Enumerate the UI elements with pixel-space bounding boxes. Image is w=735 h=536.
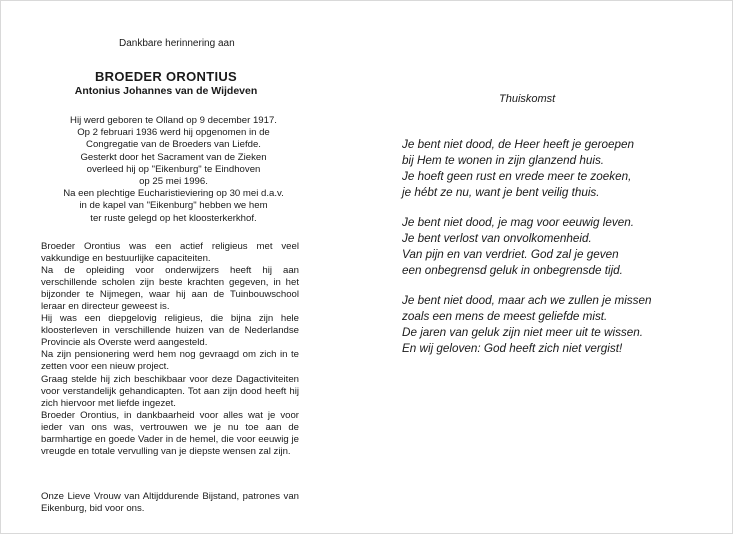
intro-text: Dankbare herinnering aan bbox=[119, 38, 235, 49]
poem-line: De jaren van geluk zijn niet meer uit te wissen. bbox=[402, 325, 644, 339]
left-page bbox=[1, 1, 356, 533]
poem-stanza bbox=[402, 293, 651, 357]
bio-line: Congregatie van de Broeders van Liefde. bbox=[86, 139, 261, 151]
biography-block bbox=[1, 115, 346, 225]
bio-line: ter ruste gelegd op het kloosterkerkhof. bbox=[90, 212, 257, 224]
bio-line: Hij werd geboren te Olland op 9 december 1917. bbox=[70, 115, 277, 126]
closing-prayer: Onze Lieve Vrouw van Altijddurende Bijstand, patrones van Eikenburg, bid voor ons. bbox=[41, 491, 299, 515]
poem-line: je hébt ze nu, want je bent veilig thuis. bbox=[402, 185, 600, 199]
poem-line: Je hoeft geen rust en vrede meer te zoeken, bbox=[402, 169, 632, 183]
bio-line: Op 2 februari 1936 werd hij opgenomen in de bbox=[77, 127, 270, 139]
poem-stanza bbox=[402, 215, 634, 279]
poem-line: Van pijn en van verdriet. God zal je geven bbox=[402, 247, 619, 261]
poem-line: Je bent verlost van onvolkomenheid. bbox=[402, 231, 592, 245]
poem-title: Thuiskomst bbox=[499, 93, 556, 105]
memorial-text bbox=[41, 241, 299, 458]
paragraph: Graag stelde hij zich beschikbaar voor deze Dagactiviteiten voor verstandelijk gehandicapten. Tot aan zijn dood heeft hij zich hiervoor met liefde ingezet. bbox=[41, 373, 299, 409]
bio-line: Na een plechtige Eucharistieviering op 30 mei d.a.v. bbox=[63, 188, 284, 200]
poem-line: bij Hem te wonen in zijn glanzend huis. bbox=[402, 153, 605, 167]
bio-line: op 25 mei 1996. bbox=[139, 176, 208, 188]
poem-line: Je bent niet dood, je mag voor eeuwig leven. bbox=[402, 216, 634, 229]
bio-line: in de kapel van "Eikenburg" hebben we hem bbox=[79, 200, 268, 212]
poem-line: zoals een mens de meest geliefde mist. bbox=[402, 309, 608, 323]
bio-line: Gesterkt door het Sacrament van de Zieken bbox=[80, 151, 267, 163]
paragraph: Broeder Orontius, in dankbaarheid voor alles wat je voor ieder van ons was, vertrouwen we je nu toe aan de barmhartige en goede Vader in de hemel, die voor eeuwig je vreugde en totale vervulling van je diepste wensen zal zijn. bbox=[41, 409, 299, 457]
poem-line: En wij geloven: God heeft zich niet vergist! bbox=[402, 341, 623, 355]
poem-line: Je bent niet dood, de Heer heeft je geroepen bbox=[402, 138, 634, 151]
poem-line: Je bent niet dood, maar ach we zullen je missen bbox=[402, 294, 652, 307]
bio-line: overleed hij op "Eikenburg" te Eindhoven bbox=[86, 163, 261, 175]
deceased-full-name: Antonius Johannes van de Wijdeven bbox=[74, 85, 258, 97]
paragraph: Broeder Orontius was een actief religieus met veel vakkundige en bestuurlijke capaciteiten. bbox=[41, 241, 299, 265]
paragraph: Hij was een diepgelovig religieus, die bijna zijn hele kloosterleven in verschillende huizen van de Nederlandse Provincie als Overste werd aangesteld. bbox=[41, 313, 299, 349]
right-page bbox=[381, 1, 726, 533]
poem-line: een onbegrensd geluk in onbegrensde tijd. bbox=[402, 263, 623, 277]
poem-stanza bbox=[402, 137, 634, 201]
paragraph: Na zijn pensionering werd hem nog gevraagd om zich in te zetten voor een nieuw project. bbox=[41, 349, 299, 373]
paragraph: Na de opleiding voor onderwijzers heeft hij aan verschillende scholen zijn beste krachten gegeven, in het bijzonder te Nijmegen, waar hij aan de Tuinbouwschool leraar en directeur geweest is. bbox=[41, 265, 299, 313]
deceased-name: BROEDER ORONTIUS bbox=[94, 69, 238, 84]
